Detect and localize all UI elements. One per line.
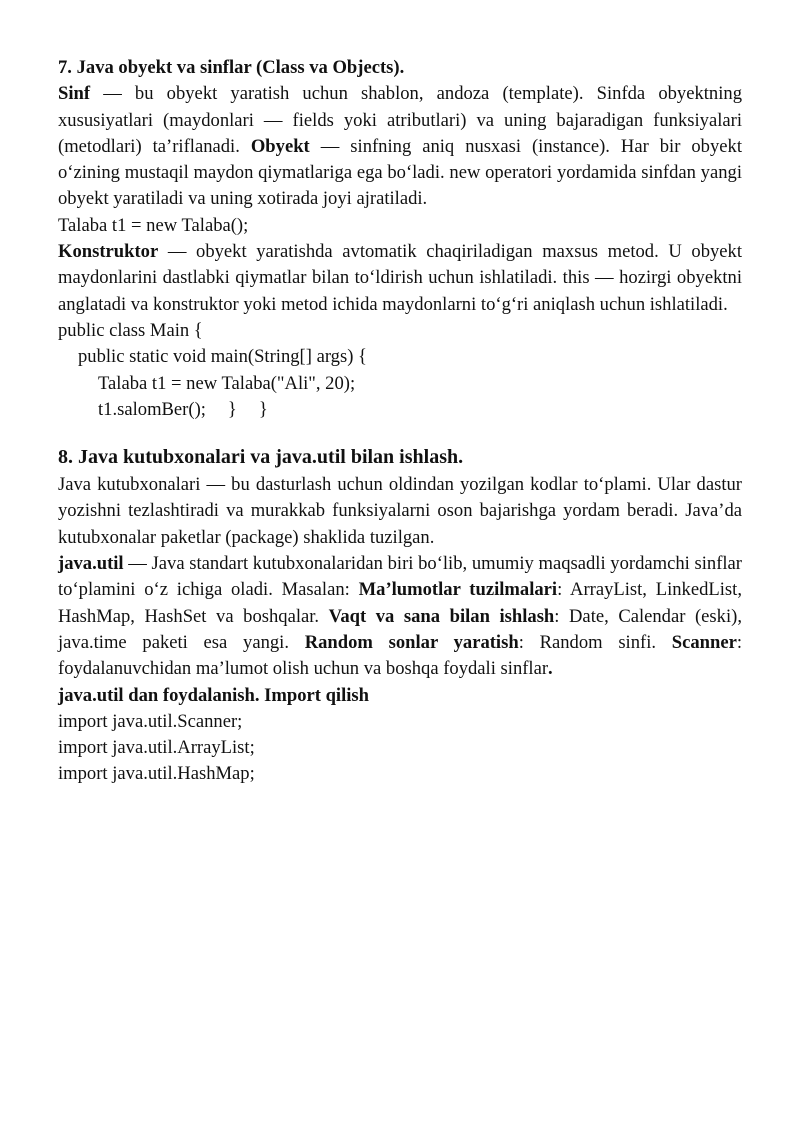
subheading-text: java.util dan foydalanish. Import qilish bbox=[58, 684, 370, 706]
term-date-time: Vaqt va sana bilan ishlash bbox=[328, 605, 555, 627]
code-line-new-talaba-ali: Talaba t1 = new Talaba("Ali", 20); bbox=[98, 372, 356, 394]
term-java-util: java.util bbox=[58, 553, 124, 575]
date-time-text: : Date, Calendar (eski), java.time paketi esa yangi. bbox=[58, 605, 742, 653]
java-util-import-subheading bbox=[58, 683, 742, 709]
import-line-hashmap: import java.util.HashMap; bbox=[58, 763, 255, 785]
data-structures-text: : ArrayList, LinkedList, HashMap, HashSet va boshqalar. bbox=[58, 579, 742, 627]
term-data-structures: Ma’lumotlar tuzilmalari bbox=[358, 579, 558, 601]
section-7-paragraph-constructor bbox=[58, 239, 742, 318]
import-line-scanner: import java.util.Scanner; bbox=[58, 710, 243, 732]
random-text: : Random sinfi. bbox=[518, 631, 672, 653]
section-8-paragraph-libraries: Java kutubxonalari — bu dasturlash uchun oldindan yozilgan kodlar to‘plami. Ular dastur yozishni tezlashtiradi va murakkab funksiyalarni oson bajarishga yordam beradi. Java’da kutubxonalar paketlar (package) shaklida tuzilgan. bbox=[58, 474, 742, 548]
section-7-paragraph-class-object bbox=[58, 81, 742, 212]
section-7-heading: 7. Java obyekt va sinflar (Class va Objects). bbox=[58, 57, 405, 78]
obyekt-definition: — sinfning aniq nusxasi (instance). Har bir obyekt o‘zining mustaqil maydon qiymatlariga ega bo‘ladi. new operatori yordamida sinfdan yangi obyekt yaratiladi va uning xotirada joyi ajratiladi. bbox=[58, 135, 742, 210]
java-util-definition: — Java standart kutubxonalaridan biri bo‘lib, umumiy maqsadli yordamchi sinflar to‘plamini o‘z ichiga oladi. Masalan: bbox=[58, 553, 742, 601]
term-scanner: Scanner bbox=[671, 631, 737, 653]
term-konstruktor: Konstruktor bbox=[58, 241, 159, 263]
code-salomber-call: t1.salomBer(); bbox=[98, 398, 206, 420]
term-random: Random sonlar yaratish bbox=[304, 631, 519, 653]
code-line-new-talaba: Talaba t1 = new Talaba(); bbox=[58, 214, 249, 236]
code-line-salomber bbox=[58, 397, 742, 423]
sinf-definition: — bu obyekt yaratish uchun shablon, andoza (template). Sinfda obyektning xususiyatlari (maydonlari — fields yoki atributlari) va uning bajaradigan funksiyalari (metodlari) ta’riflanadi. bbox=[58, 83, 742, 157]
code-line-main-method: public static void main(String[] args) { bbox=[78, 346, 367, 368]
term-obyekt: Obyekt bbox=[250, 135, 310, 157]
section-8-heading: 8. Java kutubxonalari va java.util bilan ishlash. bbox=[58, 446, 464, 469]
code-line-class-main: public class Main { bbox=[58, 319, 203, 341]
code-closing-brace-method: } bbox=[227, 398, 237, 420]
scanner-text: : foydalanuvchidan ma’lumot olish uchun va boshqa foydali sinflar bbox=[58, 631, 742, 680]
code-closing-brace-class: } bbox=[258, 398, 268, 420]
import-line-arraylist: import java.util.ArrayList; bbox=[58, 737, 255, 759]
bold-period: . bbox=[548, 658, 553, 680]
section-8-paragraph-java-util bbox=[58, 551, 742, 682]
term-sinf: Sinf bbox=[58, 83, 91, 105]
konstruktor-definition: — obyekt yaratishda avtomatik chaqiriladigan maxsus metod. U obyekt maydonlarini dastlabki qiymatlar bilan to‘ldirish uchun ishlatiladi. this — hozirgi obyektni anglatadi va konstruktor yoki metod ichida maydonlarni to‘g‘ri aniqlash uchun ishlatiladi. bbox=[58, 241, 742, 315]
